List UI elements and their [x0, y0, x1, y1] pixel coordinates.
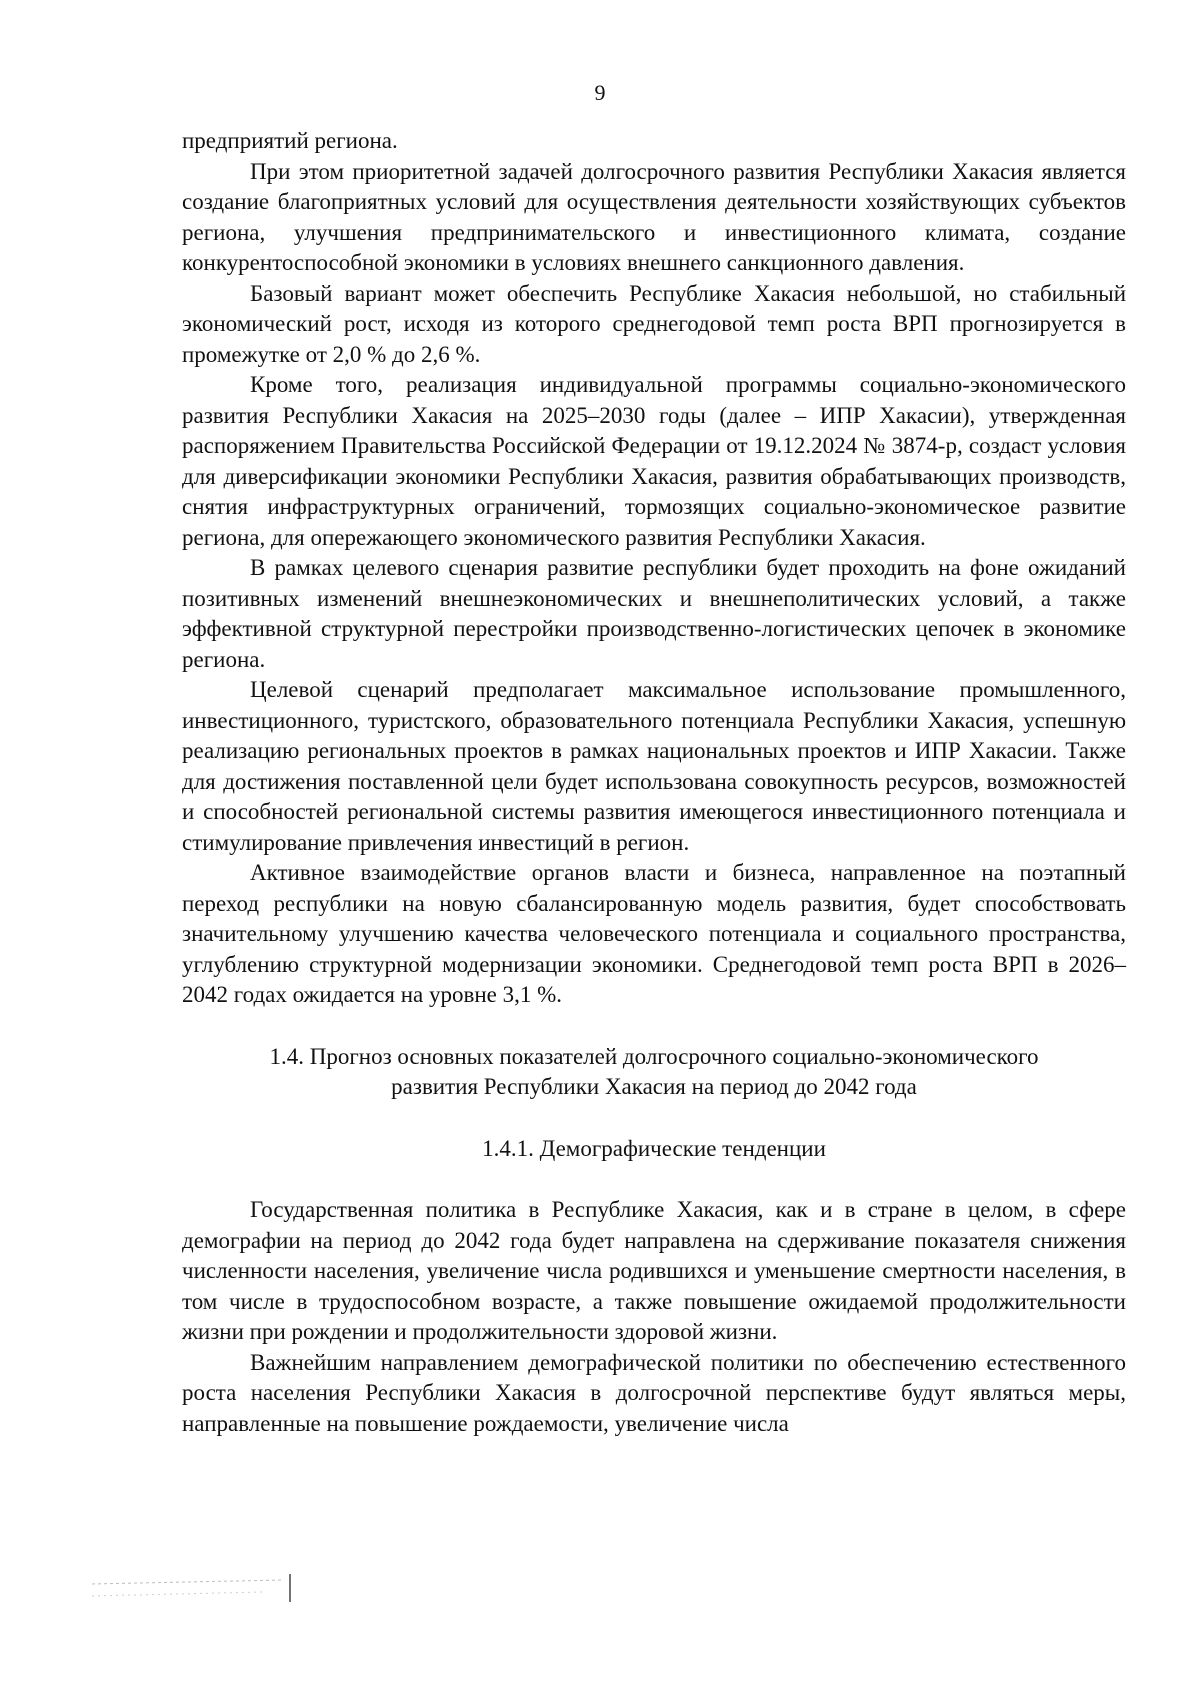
- section-heading-line-1: 1.4. Прогноз основных показателей долгосрочного социально-экономического: [269, 1043, 1039, 1069]
- faint-stamp-mark: [92, 1572, 312, 1612]
- paragraph-continuation: предприятий региона.: [182, 128, 398, 153]
- subsection-heading: 1.4.1. Демографические тенденции: [482, 1135, 826, 1161]
- paragraph-target-scenario-potential: Целевой сценарий предполагает максимальное использование промышленного, инвестиционного, туристского, образовательного потенциала Республики Хакасия, успешную реализацию региональных проектов в рамках национальных проектов и ИПР Хакасии. Также для достижения поставленной цели будет использована совокупность ресурсов, возможностей и способностей региональной системы развития имеющегося инвестиционного потенциала и стимулирование привлечения инвестиций в регион.: [182, 677, 1126, 855]
- paragraph-ipr-program: Кроме того, реализация индивидуальной программы социально-экономического развития Республики Хакасия на 2025–2030 годы (далее – ИПР Хакасии), утвержденная распоряжением Правительства Российской Федерации от 19.12.2024 № 3874-р, создаст условия для диверсификации экономики Республики Хакасия, развития обрабатывающих производств, снятия инфраструктурных ограничений, тормозящих социально-экономическое развитие региона, для опережающего экономического развития Республики Хакасия.: [182, 372, 1126, 550]
- paragraph-target-scenario-context: В рамках целевого сценария развитие республики будет проходить на фоне ожиданий позитивных изменений внешнеэкономических и внешнеполитических условий, а также эффективной структурной перестройки производственно-логистических цепочек в экономике региона.: [182, 555, 1126, 672]
- paragraph-base-scenario: Базовый вариант может обеспечить Республике Хакасия небольшой, но стабильный экономический рост, исходя из которого среднегодовой темп роста ВРП прогнозируется в промежутке от 2,0 % до 2,6 %.: [182, 280, 1126, 367]
- paragraph-priority-task: При этом приоритетной задачей долгосрочного развития Республики Хакасия является создание благоприятных условий для осуществления деятельности хозяйствующих субъектов региона, улучшения предпринимательского и инвестиционного климата, создание конкурентоспособной экономики в условиях внешнего санкционного давления.: [182, 158, 1126, 275]
- document-body: [182, 126, 1126, 1439]
- section-heading-line-2: развития Республики Хакасия на период до 2042 года: [391, 1074, 917, 1099]
- paragraph-demographic-policy: Государственная политика в Республике Хакасия, как и в стране в целом, в сфере демографии на период до 2042 года будет направлена на сдерживание показателя снижения численности населения, увеличение числа родившихся и уменьшение смертности населения, в том числе в трудоспособном возрасте, а также повышение ожидаемой продолжительности жизни при рождении и продолжительности здоровой жизни.: [182, 1197, 1126, 1344]
- page-number: 9: [594, 80, 606, 105]
- paragraph-natural-growth: Важнейшим направлением демографической политики по обеспечению естественного роста населения Республики Хакасия в долгосрочной перспективе будут являться меры, направленные на повышение рождаемости, увеличение числа: [182, 1349, 1126, 1436]
- paragraph-authorities-business: Активное взаимодействие органов власти и бизнеса, направленное на поэтапный переход республики на новую сбалансированную модель развития, будет способствовать значительному улучшению качества человеческого потенциала и социального пространства, углублению структурной модернизации экономики. Среднегодовой темп роста ВРП в 2026–2042 годах ожидается на уровне 3,1 %.: [182, 860, 1126, 1007]
- section-heading: [182, 1042, 1126, 1103]
